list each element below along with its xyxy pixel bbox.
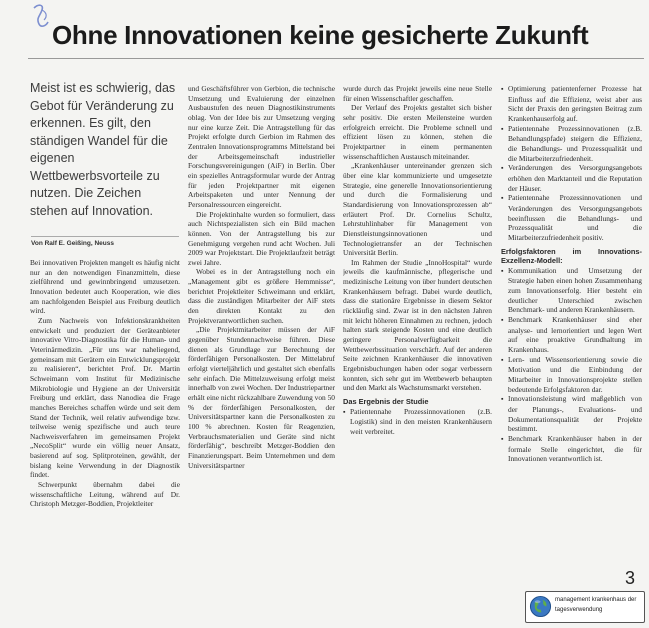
list-item: ▪ Patientennahe Prozessinnovationen (z.B. Behandlungspfade) steigern die Effizienz, die Behandlungs- und Prozessqualität und die Mitarbeiterzufriedenheit. [501, 124, 642, 164]
paragraph: Zum Nachweis von Infektionskrankheiten entwickelt und produziert der Geräteanbieter innovative Vitro-Diagnostika für die Human- und Veterinärmedizin. „Für uns war naheliegend, gemeinsam mit Gerätern ein Entwicklungsprojekt zu realisieren“, berichtet Prof. Dr. Martin Schweimann vom Institut für Medizinische Mikrobiologie und Hygiene an der Universität Freiburg und erklärt, dass Nanodiea die Frage manches Bereiches schaffen würde und seit dem Stand der Technik, weil relativ aufwendige bzw. teilweise wenig spezifische und auch teure Nachweisverfahren im gemeinsamen Projekt „NecoSplit“ wurde ein völlig neuer Ansatz, basierend auf sog. Splitproteinen, gewählt, der bislang keine Verwendung in der Diagnostik findet. [30, 315, 180, 480]
list-item: ▪ Benchmark Krankenhäuser sind eher analyse- und lernorientiert und legen Wert auf eine proaktive Grundhaltung im Krankenhaus. [501, 315, 642, 355]
promo-line-1: management krankenhaus der [555, 597, 637, 603]
globe-icon [529, 595, 552, 618]
paragraph: wurde durch das Projekt jeweils eine neue Stelle für einen Wissenschaftler geschaffen. [343, 84, 492, 103]
article-column-2 [188, 84, 335, 628]
success-factors-list [501, 266, 642, 464]
publication-promo-box [525, 591, 645, 623]
article-headline: Ohne Innovationen keine gesicherte Zukunft [52, 20, 589, 50]
publication-logo-icon [30, 2, 52, 32]
study-results-list-continued [501, 84, 642, 243]
article-lead: Meist ist es schwierig, das Gebot für Veränderung zu erkennen. Es gilt, den ständigen Wandel für die eigenen Wettbewerbsvorteile zu nutzen. Die Zeichen stehen auf Innovation. [30, 81, 176, 218]
paragraph: Der Verlauf des Projekts gestaltet sich bisher sehr positiv. Die ersten Meilensteine wurden erfolgreich erreicht. Die Probleme schnell und effizient lösen zu können, stehen die Projektpartner in einem permanenten wissenschaftlichen Austausch miteinander. [343, 103, 492, 161]
success-factors-subheading: Erfolgsfaktoren im Innovations-Exzellenz-Modell: [501, 246, 642, 266]
list-item: ▪ Innovationsleistung wird maßgeblich von der Planungs-, Evaluations- und Dokumentationsqualität der Projekte bestimmt. [501, 394, 642, 434]
paragraph: Wobei es in der Antragstellung noch ein „Management gibt es größere Hemmnisse“, berichtet Projektleiter Schweimann und erklärt, dass die zuständigen Mitarbeiter der AiF stets den direkten Kontakt zu den Projektverantwortlichen suchen. [188, 267, 335, 325]
page-number: 3 [625, 568, 636, 588]
list-item: ▪ Kommunikation und Umsetzung der Strategie haben einen hohen Zusammenhang zum Innovationserfolg. Hier besteht ein deutlicher Unterschied zwischen Benchmark- und anderen Krankenhäusern. [501, 266, 642, 315]
list-item: ▪ Benchmark Krankenhäuser haben in der formale Stelle eingerichtet, die für Innovationen verantwortlich ist. [501, 434, 642, 464]
paragraph: Bei innovativen Projekten mangelt es häufig nicht nur an den notwendigen Finanzmitteln, diese zielführend und gewinnbringend umzusetzen. Innovation bedeutet auch Kooperation, wie dies am nachfolgenden Beispiel aus Freiburg deutlich wird. [30, 258, 180, 316]
paragraph: und Geschäftsführer von Gerbion, die technische Umsetzung und Evaluierung der einzelnen Ausbaustufen des neuen Diagnostikinstruments oblag. Von der Idee bis zur Umsetzung verging nur eine kurze Zeit. Die Antragstellung für das Projekt erfolgte durch Gerbion im Rahmen des Zentralen Innovationsprogramms Mittelstand bei der Arbeitsgemeinschaft industrieller Forschungsvereinigungen (AiF) in Berlin. Über ein spezielles Antragsformular wurde der Antrag für jeden Projektpartner mit eigenen Arbeitspaketen und unter Nennung der Personalressourcen eingereicht. [188, 84, 335, 209]
paragraph: „Krankenhäuser untereinander grenzen sich über eine klar kommunizierte und umgesetzte Strategie, eine generelle Innovationsorientierung und durch die Formalisierung und Standardisierung von Innovationsprozessen ab“ erläutert Prof. Dr. Cornelius Schultz, Lehrstuhlinhaber für Management von Dienstleistungsinnovationen und Technologietransfer an der Technischen Universität Berlin. [343, 161, 492, 258]
paragraph: Die Projektinhalte wurden so formuliert, dass auch Nichtspezialisten sich ein Bild machen können. Von der Antragstellung bis zur Genehmigung vergehen rund acht Wochen. Juli 2009 war Projektstart. Die Projektlaufzeit beträgt zwei Jahre. [188, 209, 335, 267]
promo-line-2: tagesverwendung [555, 606, 603, 613]
paragraph: „Die Projektmitarbeiter müssen der AiF gegenüber Stundennachweise führen. Diese dienen als Grundlage zur Berechnung der förderfähigen Personalkosten. Der Mittelabruf erfolgt vierteljährlich und gestaltet sich ebenfalls sehr einfach. Die Mittelzuweisung erfolgt meist innerhalb von zwei Wochen. Der Industriepartner erhält eine nicht rückzahlbare Zuwendung von 50 % der förderfähigen Personalkosten, der Universitätspartner kann die Personalkosten zu 100 % abrechnen. Kosten für Reagenzien, Verbrauchsmaterialien und Geräte sind nicht förderfähig“, beschreibt Metzger-Boddien den Finanzierungspart. Beim Unternehmen und dem Universitätspartner [188, 325, 335, 470]
list-item: ▪ Patientennahe Prozessinnovationen und Veränderungen des Versorgungsangebots beeinflussen die Behandlungs- und Prozessqualität und die Mitarbeiterzufriedenheit positiv. [501, 193, 642, 242]
study-results-subheading: Das Ergebnis der Studie [343, 397, 429, 406]
list-item: ▪ Lern- und Wissensorientierung sowie die Motivation und die Einbindung der Mitarbeiter in Innovationsprojekte stellen bedeutende Erfolgsfaktoren dar. [501, 355, 642, 395]
article-column-1 [30, 258, 180, 628]
study-results-list [343, 407, 492, 437]
list-item: ▪ Patientennahe Prozessinnovationen (z.B. Logistik) sind in den meisten Krankenhäusern weit verbreitet. [343, 407, 492, 437]
list-item: ▪ Veränderungen des Versorgungsangebots erhöhen den Marktanteil und die Reputation der Häuser. [501, 163, 642, 193]
paragraph: Schwerpunkt übernahm dabei die wissenschaftliche Leitung, während auf Dr. Christoph Metzger-Boddien, Projektleiter [30, 480, 180, 509]
article-column-3 [343, 84, 492, 628]
article-column-4 [501, 84, 642, 628]
headline-rule [28, 58, 644, 59]
article-byline: Von Ralf E. Geißing, Neuss [31, 236, 179, 247]
list-item: ▪ Optimierung patientenferner Prozesse hat Einfluss auf die Effizienz, weist aber aus Sicht der Praxis den geringsten Beitrag zum Krankenhauserfolg auf. [501, 84, 642, 124]
promo-text [555, 596, 643, 615]
paragraph: Im Rahmen der Studie „InnoHospital“ wurde jeweils die kaufmännische, pflegerische und medizinische Leitung von über hundert deutschen Krankenhäusern befragt. Dabei wurde deutlich, dass die stationäre Ergebnisse in diesem Sektor rückläufig sind. Zwar ist in den nächsten Jahren mit leicht höheren Einnahmen zu rechnen, jedoch halten stark steigende Kosten und eine deutlich geringere Personalverfügbarkeit die Wettbewerbssituation verschärft. Auf der anderen Seite zeichnen Krankenhäuser die innovativen Ergebnisbuchungen haben oder sogar verbessern konnten, sich sehr gut im Wettbewerb behaupten und den Markt als Wachstumsmarkt verstehen. [343, 257, 492, 393]
